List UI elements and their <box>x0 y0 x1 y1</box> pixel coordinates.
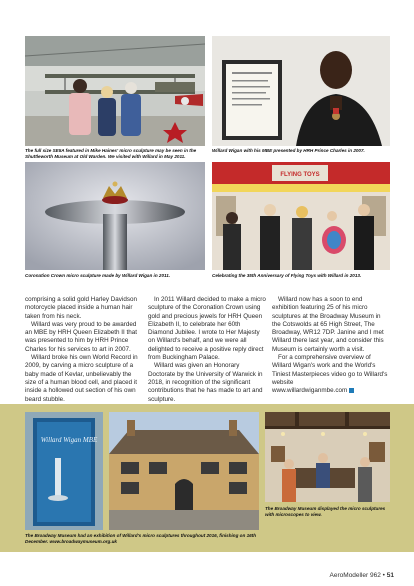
col1-paragraph: comprising a solid gold Harley Davidson motorcycle placed inside a human hair taken from his neck. <box>25 296 137 320</box>
flying-toys-shop-image <box>212 162 390 270</box>
article-column-3 <box>272 296 390 396</box>
article-column-2 <box>148 296 266 404</box>
website-link[interactable]: www.willardwiganmbe.com <box>272 387 348 395</box>
col2-paragraph: Willard was given an Honorary Doctorate by the University of Warwick in 2018, in recognition of the significant contributions that he has made to art and sculpture. <box>148 362 263 403</box>
mbe-certificate-image <box>212 36 390 146</box>
caption-hangar-photo: The full size SE5A featured in Mike Haines' micro sculpture may be seen in the Shuttleworth Museum at Old Warden. We visited with Willard in May 2011. <box>25 148 197 159</box>
photo-flying-toys <box>212 162 390 270</box>
museum-building-image <box>109 412 259 530</box>
photo-display-box <box>25 412 103 530</box>
magazine-issue: AeroModeller 962 <box>329 572 381 579</box>
hangar-scene-image <box>25 36 205 146</box>
page-footer <box>330 572 394 579</box>
photo-museum-interior <box>265 412 390 502</box>
footer-separator: • <box>382 572 385 579</box>
col2-paragraph: In 2011 Willard decided to make a micro sculpture of the Coronation Crown using gold and precious jewels for HRH Queen Elizabeth II, to celebrate her 60th Diamond Jubilee. I wrote to Her Majesty on Willard's behalf, and we were all delighted to receive a positive reply direct from Buckingham Palace. <box>148 296 266 362</box>
page-number: 51 <box>386 572 394 579</box>
caption-flying-toys-photo: Celebrating the 35th Anniversary of Flying Toys with Willard in 2013. <box>212 273 362 278</box>
article-column-1 <box>25 296 143 404</box>
coronation-crown-image <box>25 162 205 270</box>
caption-crown-photo: Coronation Crown micro sculpture made by Willard Wigan in 2011. <box>25 273 171 278</box>
museum-interior-image <box>265 412 390 502</box>
photo-broadway-museum-building <box>109 412 259 530</box>
website-line <box>272 387 390 395</box>
photo-hangar-group <box>25 36 205 146</box>
shop-sign-text: FLYING TOYS <box>280 172 320 178</box>
col3-paragraph: Willard now has a soon to end exhibition featuring 25 of his micro sculptures at the Broadway Museum in the Cotswolds at 65 High Street, The Broadway, WR12 7DP. Janine and I met Willard there last year, and consider this Museum is certainly worth a visit. <box>272 296 384 353</box>
photo-mbe-certificate <box>212 36 390 146</box>
display-box-text: Willard Wigan MBE <box>40 436 98 444</box>
caption-museum-interior-photo: The Broadway Museum displayed the micro sculptures with microscopes to view. <box>265 506 386 517</box>
display-box-image <box>25 412 103 530</box>
photo-coronation-crown <box>25 162 205 270</box>
col1-paragraph: Willard broke his own World Record in 2009, by carving a micro sculpture of a baby made of Kevlar, unbelievably the size of a human blood cell, and placed it inside a hollowed out section of his own beard stubble. <box>25 354 138 403</box>
caption-mbe-photo: Willard Wigan with his MBE presented by HRH Prince Charles in 2007. <box>212 148 365 153</box>
end-mark-icon <box>349 388 354 393</box>
caption-display-box-photo: The Broadway Museum had an exhibition of Willard's micro sculptures throughout 2016, finishing on 16th December. www.broadwaymuseum.org.uk <box>25 533 257 544</box>
col3-paragraph: For a comprehensive overview of Willard Wigan's work and the World's Tiniest Masterpieces video go to Willard's website <box>272 354 388 386</box>
col1-paragraph: Willard was very proud to be awarded an MBE by HRH Queen Elizabeth II that was presented to him by HRH Prince Charles for his services to art in 2007. <box>25 320 138 353</box>
